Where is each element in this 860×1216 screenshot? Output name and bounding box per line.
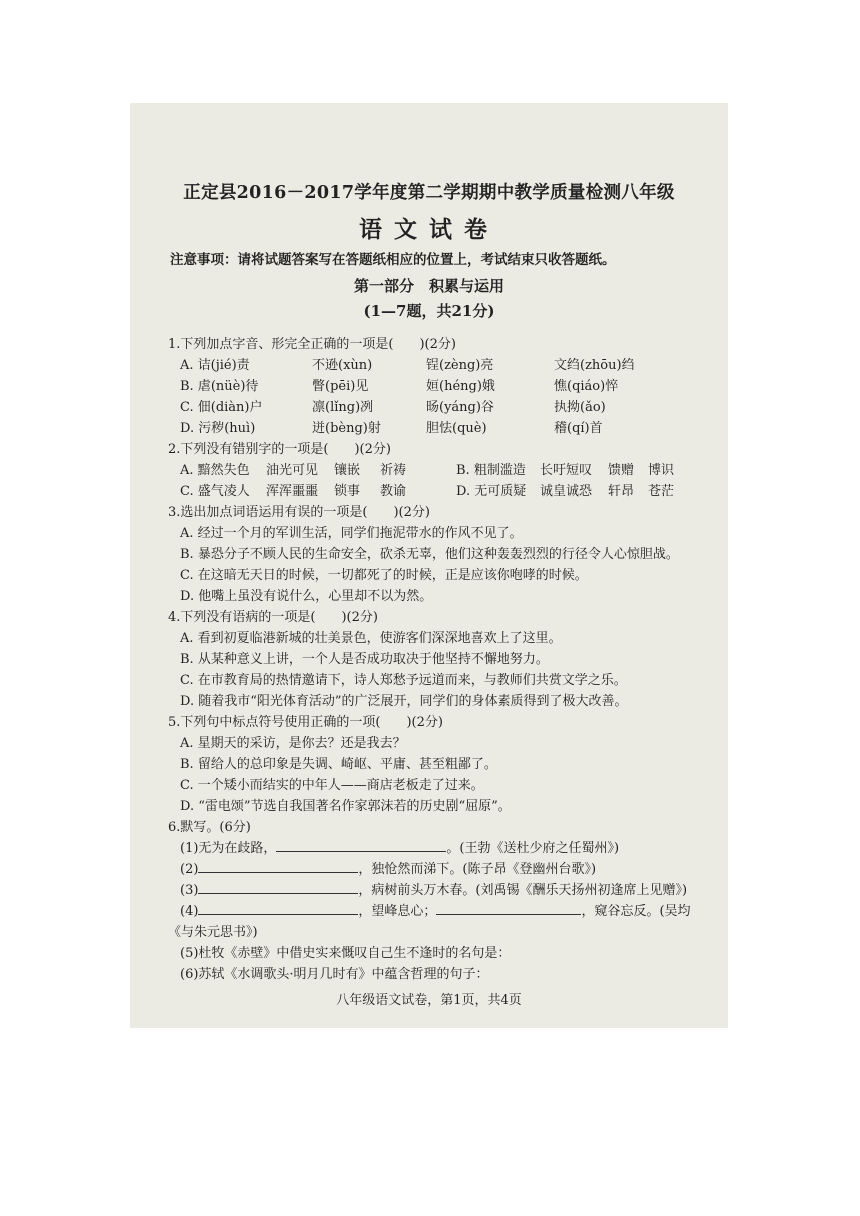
q6-line-3 bbox=[180, 879, 687, 898]
q2-word: 油光可见 bbox=[266, 463, 319, 478]
q6-line-4-mid: ，望峰息心； bbox=[358, 904, 437, 919]
q1-option: D. 污秽(huì) bbox=[180, 421, 256, 436]
notice bbox=[170, 248, 616, 268]
q2-word: 教谕 bbox=[380, 484, 407, 499]
q5-option-a: A. 星期天的采访，是你去？还是我去？ bbox=[180, 736, 406, 751]
q6-line-4-text: (4) bbox=[180, 904, 199, 919]
q1-option: 文绉(zhōu)绉 bbox=[554, 358, 635, 373]
q6-stem: 6.默写。(6分) bbox=[168, 820, 251, 835]
q6-line-2-source: ，独怆然而涕下。(陈子昂《登幽州台歌》) bbox=[358, 862, 597, 877]
q1-option: 姮(héng)娥 bbox=[426, 379, 495, 394]
q3-stem: 3.选出加点词语运用有误的一项是( )(2分) bbox=[168, 505, 430, 520]
q1-option: 瞥(pēi)见 bbox=[312, 379, 369, 394]
q2-option: C. 盛气凌人 bbox=[180, 484, 250, 499]
q6-line-2-text: (2) bbox=[180, 862, 199, 877]
exam-subtitle: 语文试卷 bbox=[359, 216, 499, 243]
q6-line-4 bbox=[180, 900, 691, 919]
q6-line-4-source: ，窥谷忘反。(吴均 bbox=[581, 904, 691, 919]
q5-option-d: D. “雷电颂”节选自我国著名作家郭沫若的历史剧“屈原”。 bbox=[180, 799, 511, 814]
q1-option: 锃(zèng)亮 bbox=[426, 358, 494, 373]
answer-blank[interactable] bbox=[198, 902, 358, 915]
q6-line-1-source: 。(王勃《送杜少府之任蜀州》) bbox=[446, 841, 620, 856]
q1-option: 迸(bèng)射 bbox=[312, 421, 381, 436]
section-title: 第一部分 积累与运用 bbox=[353, 277, 504, 295]
page-footer: 八年级语文试卷，第1页，共4页 bbox=[336, 993, 522, 1008]
q1-option: A. 诘(jié)责 bbox=[180, 358, 250, 373]
q4-option-b: B. 从某种意义上讲，一个人是否成功取决于他坚持不懈地努力。 bbox=[180, 652, 549, 667]
q1-option: 旸(yáng)谷 bbox=[426, 400, 494, 415]
q6-line-1-text: (1)无为在歧路， bbox=[180, 841, 277, 856]
q1-option: 胆怯(què) bbox=[426, 421, 487, 436]
q6-line-6: (6)苏轼《水调歌头·明月几时有》中蕴含哲理的句子： bbox=[180, 967, 489, 982]
section-range: (1—7题，共21分) bbox=[363, 302, 495, 320]
q1-option: 憔(qiáo)悴 bbox=[554, 379, 619, 394]
q2-option: D. 无可质疑 bbox=[456, 484, 527, 499]
q6-line-1 bbox=[180, 837, 619, 856]
q2-word: 长吁短叹 bbox=[540, 463, 593, 478]
q2-word: 祈祷 bbox=[380, 463, 407, 478]
q6-line-3-text: (3) bbox=[180, 883, 199, 898]
q1-option: 凛(lǐng)冽 bbox=[312, 400, 374, 415]
q1-option: 稽(qí)首 bbox=[554, 421, 603, 436]
q3-option-a: A. 经过一个月的军训生活，同学们拖泥带水的作风不见了。 bbox=[180, 526, 523, 541]
q2-option: B. 粗制滥造 bbox=[456, 463, 526, 478]
q2-word: 镶嵌 bbox=[334, 463, 361, 478]
q2-word: 轩昂 bbox=[608, 484, 635, 499]
q5-option-b: B. 留给人的总印象是失调、崎岖、平庸、甚至粗鄙了。 bbox=[180, 757, 497, 772]
q2-word: 锁事 bbox=[334, 484, 361, 499]
q5-stem: 5.下列句中标点符号使用正确的一项( )(2分) bbox=[168, 715, 443, 730]
notice-label: 注意事项： bbox=[170, 252, 238, 268]
q6-line-5: (5)杜牧《赤壁》中借史实来慨叹自己生不逢时的名句是： bbox=[180, 946, 511, 961]
q1-stem: 1.下列加点字音、形完全正确的一项是( )(2分) bbox=[168, 337, 456, 352]
answer-blank[interactable] bbox=[198, 860, 358, 873]
q3-option-d: D. 他嘴上虽没有说什么，心里却不以为然。 bbox=[180, 589, 433, 604]
q2-stem: 2.下列没有错别字的一项是( )(2分) bbox=[168, 442, 391, 457]
q3-option-b: B. 暴恐分子不顾人民的生命安全，砍杀无辜，他们这种轰轰烈烈的行径令人心惊胆战。 bbox=[180, 547, 679, 562]
q2-option: A. 黯然失色 bbox=[180, 463, 250, 478]
q1-option: C. 佃(diàn)户 bbox=[180, 400, 263, 415]
q6-line-4-cont: 《与朱元思书》) bbox=[168, 925, 258, 940]
exam-title: 正定县2016－2017学年度第二学期期中教学质量检测八年级 bbox=[183, 183, 675, 203]
q2-word: 馈赠 bbox=[608, 463, 635, 478]
q4-option-c: C. 在市教育局的热情邀请下，诗人郑愁予远道而来，与教师们共赏文学之乐。 bbox=[180, 673, 627, 688]
q1-option: 不逊(xùn) bbox=[312, 358, 373, 373]
q4-option-a: A. 看到初夏临港新城的壮美景色，使游客们深深地喜欢上了这里。 bbox=[180, 631, 562, 646]
q2-word: 苍茫 bbox=[648, 484, 675, 499]
q6-line-3-source: ，病树前头万木春。(刘禹锡《酬乐天扬州初逢席上见赠》) bbox=[358, 883, 688, 898]
notice-text: 请将试题答案写在答题纸相应的位置上，考试结束只收答题纸。 bbox=[237, 252, 616, 268]
q2-word: 博识 bbox=[648, 463, 675, 478]
q5-option-c: C. 一个矮小而结实的中年人——商店老板走了过来。 bbox=[180, 778, 484, 793]
q2-word: 诚皇诚恐 bbox=[540, 484, 593, 499]
answer-blank[interactable] bbox=[276, 839, 446, 852]
q1-option: 执拗(ǎo) bbox=[554, 400, 606, 415]
q4-stem: 4.下列没有语病的一项是( )(2分) bbox=[168, 610, 378, 625]
q2-word: 浑浑噩噩 bbox=[266, 484, 319, 499]
exam-paper bbox=[130, 103, 728, 1028]
answer-blank[interactable] bbox=[198, 881, 358, 894]
q6-line-2 bbox=[180, 858, 596, 877]
answer-blank[interactable] bbox=[436, 902, 581, 915]
q3-option-c: C. 在这暗无天日的时候，一切都死了的时候，正是应该你咆哮的时候。 bbox=[180, 568, 588, 583]
q4-option-d: D. 随着我市“阳光体育活动”的广泛展开，同学们的身体素质得到了极大改善。 bbox=[180, 694, 628, 709]
q1-option: B. 虐(nüè)待 bbox=[180, 379, 259, 394]
